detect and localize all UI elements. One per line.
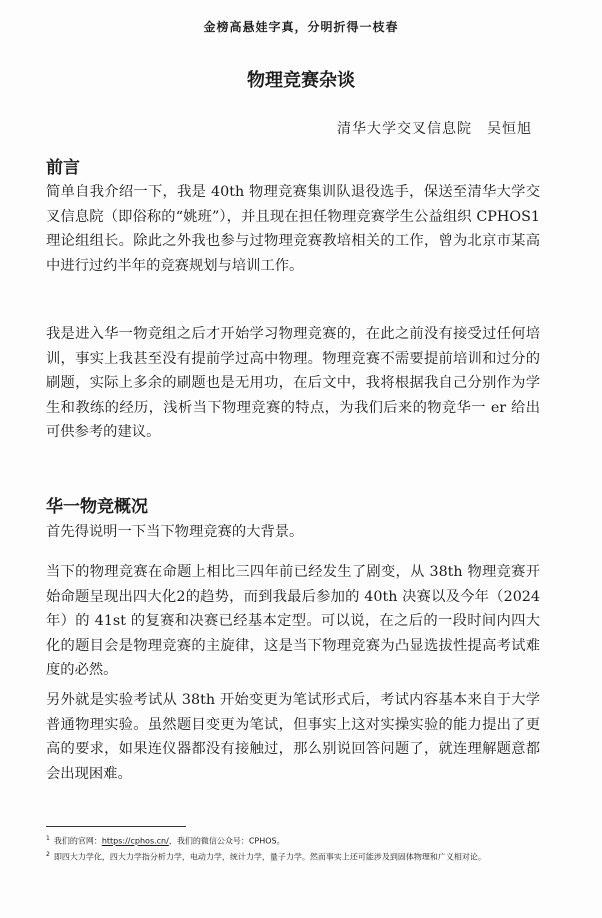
article-title: 物理竞赛杂谈 [247,70,355,91]
section-heading-preface: 前言 [46,158,80,178]
footnote-2 [46,848,556,864]
footnote-divider [46,826,186,827]
author-line: 清华大学交叉信息院 吴恒旭 [337,121,532,137]
footnotes [46,832,556,863]
epigraph: 金榜高悬娃字真，分明折得一枝春 [203,20,399,34]
overview-paragraph-2: 当下的物理竞赛在命题上相比三四年前已经发生了剧变，从 38th 物理竞赛开始命题呈现出四大化2的趋势，而到我最后参加的 40th 决赛以及今年（2024 年）的 41st 的复赛和决赛已经基本定型。可以说，在之后的一段时间内四大化的题目会是物理竞赛的主旋律，这是当下物理竞赛为凸显选拔性提高考试难度的必然。 [46,564,540,678]
footnote-1-prefix: 我们的官网： [53,836,102,846]
footnote-2-mark: 2 [46,850,50,858]
footnote-2-text: 即四大力学化，四大力学指分析力学，电动力学，统计力学，量子力学。然而事实上还可能涉及到固体物理和广义相对论。 [53,852,486,862]
preface-paragraph-1: 简单自我介绍一下，我是 40th 物理竞赛集训队退役选手，保送至清华大学交叉信息院（即俗称的“姚班”），并且现在担任物理竞赛学生公益组织 CPHOS1理论组组长。除此之外我也参与过物理竞赛教培相关的工作，曾为北京市某高中进行过约半年的竞赛规划与培训工作。 [46,184,540,274]
section-heading-overview: 华一物竞概况 [46,497,148,517]
preface-paragraph-2: 我是进入华一物竞组之后才开始学习物理竞赛的，在此之前没有接受过任何培训，事实上我甚至没有提前学过高中物理。物理竞赛不需要提前培训和过分的刷题，实际上多余的刷题也是无用功，在后文中，我将根据我自己分别作为学生和教练的经历，浅析当下物理竞赛的特点，为我们后来的物竞华一 er 给出可供参考的建议。 [46,326,540,440]
footnote-1 [46,832,556,848]
footnote-1-suffix: ，我们的微信公众号：CPHOS。 [168,836,285,846]
overview-paragraph-1: 首先得说明一下当下物理竞赛的大背景。 [46,524,304,540]
footnote-1-mark: 1 [46,835,50,842]
overview-paragraph-3: 另外就是实验考试从 38th 开始变更为笔试形式后，考试内容基本来自于大学普通物理实验。虽然题目变更为笔试，但事实上这对实操实验的能力提出了更高的要求，如果连仪器都没有接触过，那么别说回答问题了，就连理解题意都会出现困难。 [46,692,540,782]
website-link[interactable]: https://cphos.cn/ [101,836,169,846]
